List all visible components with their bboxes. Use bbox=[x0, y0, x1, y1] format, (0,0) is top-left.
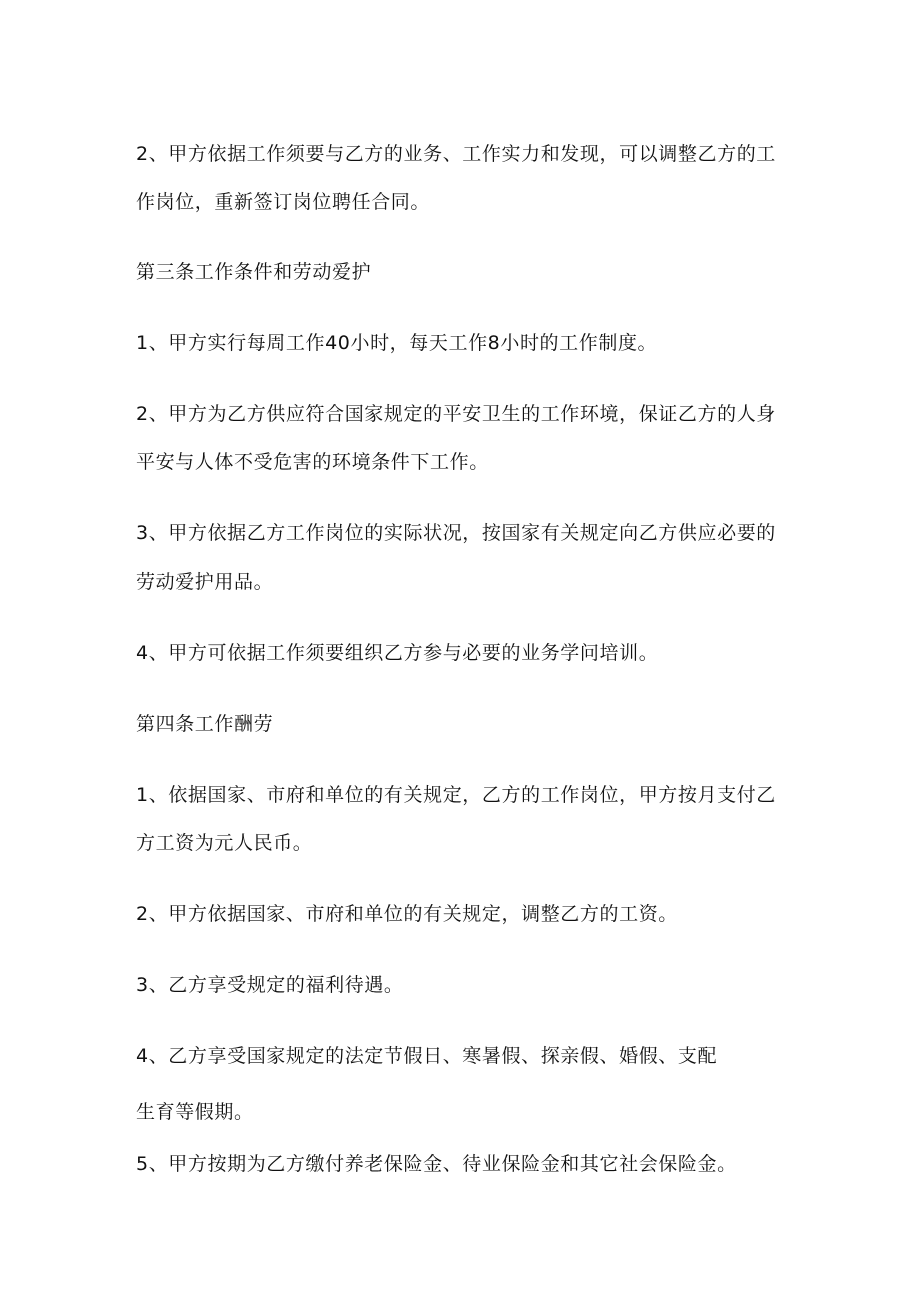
paragraph-line: 1、甲方实行每周工作40小时，每天工作8小时的工作制度。 bbox=[136, 332, 658, 354]
paragraph-line: 4、乙方享受国家规定的法定节假日、寒暑假、探亲假、婚假、支配 bbox=[136, 1045, 718, 1067]
paragraph-line: 方工资为元人民币。 bbox=[136, 832, 313, 854]
paragraph-line: 3、乙方享受规定的福利待遇。 bbox=[136, 974, 404, 996]
section-heading: 第四条工作酬劳 bbox=[136, 713, 274, 735]
paragraph-line: 1、依据国家、市府和单位的有关规定，乙方的工作岗位，甲方按月支付乙 bbox=[136, 784, 776, 806]
paragraph-line: 2、甲方依据工作须要与乙方的业务、工作实力和发现，可以调整乙方的工 bbox=[136, 143, 776, 165]
paragraph-line: 3、甲方依据乙方工作岗位的实际状况，按国家有关规定向乙方供应必要的 bbox=[136, 522, 776, 544]
paragraph-line: 平安与人体不受危害的环境条件下工作。 bbox=[136, 451, 489, 473]
paragraph-line: 4、甲方可依据工作须要组织乙方参与必要的业务学问培训。 bbox=[136, 642, 659, 664]
paragraph-line: 5、甲方按期为乙方缴付养老保险金、待业保险金和其它社会保险金。 bbox=[136, 1153, 737, 1175]
paragraph-line: 作岗位，重新签订岗位聘任合同。 bbox=[136, 191, 431, 213]
paragraph-line: 生育等假期。 bbox=[136, 1101, 254, 1123]
paragraph-line: 劳动爱护用品。 bbox=[136, 571, 274, 593]
paragraph-line: 2、甲方依据国家、市府和单位的有关规定，调整乙方的工资。 bbox=[136, 903, 678, 925]
paragraph-line: 2、甲方为乙方供应符合国家规定的平安卫生的工作环境，保证乙方的人身 bbox=[136, 403, 776, 425]
section-heading: 第三条工作条件和劳动爱护 bbox=[136, 261, 372, 283]
